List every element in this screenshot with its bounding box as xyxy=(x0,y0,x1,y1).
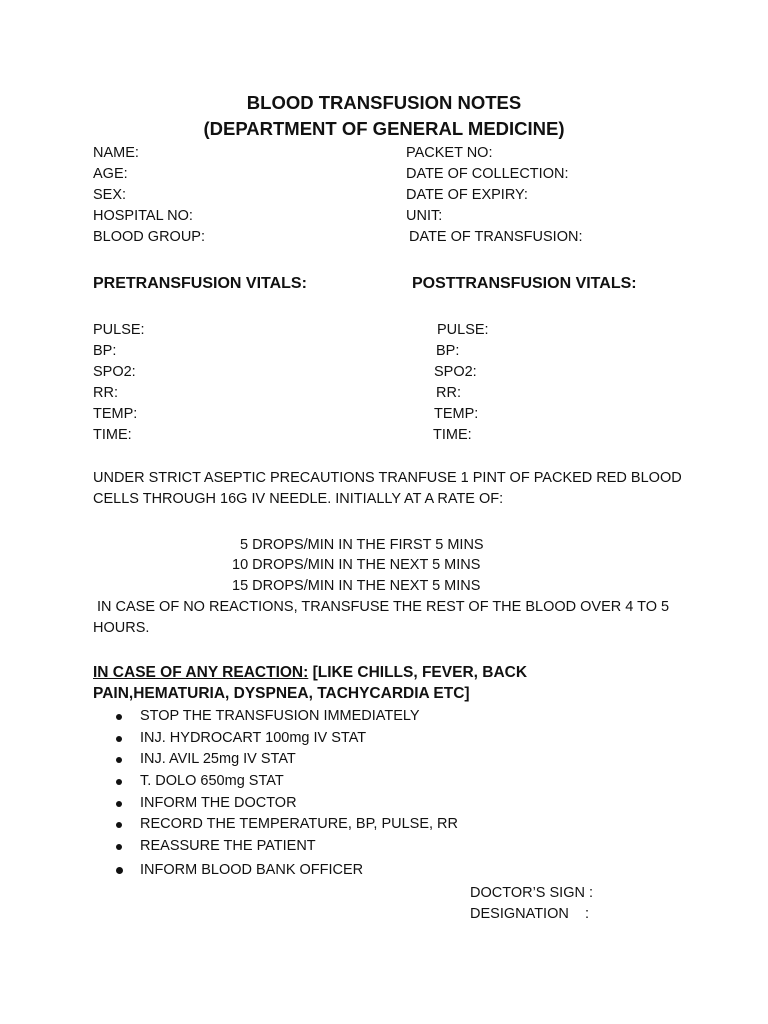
blood-group-field-label: BLOOD GROUP: xyxy=(93,229,205,245)
reaction-step-item xyxy=(93,793,458,815)
post-spo2-label: SPO2: xyxy=(434,364,477,380)
reaction-heading-detail: [LIKE CHILLS, FEVER, BACK PAIN,HEMATURIA, DYSPNEA, TACHYCARDIA ETC] xyxy=(93,664,528,702)
bullet-icon xyxy=(116,779,122,785)
post-pulse-label: PULSE: xyxy=(437,322,489,338)
pre-time-label: TIME: xyxy=(93,427,132,443)
reaction-step-text: STOP THE TRANSFUSION IMMEDIATELY xyxy=(140,708,420,724)
name-field-label: NAME: xyxy=(93,145,139,161)
pretransfusion-vitals-heading: PRETRANSFUSION VITALS: xyxy=(93,275,307,292)
reaction-step-text: INJ. AVIL 25mg IV STAT xyxy=(140,751,296,768)
reaction-steps-list xyxy=(93,706,458,882)
date-of-expiry-field-label: DATE OF EXPIRY: xyxy=(406,187,528,203)
department-subtitle: (DEPARTMENT OF GENERAL MEDICINE) xyxy=(203,118,565,139)
bullet-icon xyxy=(116,867,123,874)
reaction-step-item xyxy=(93,860,458,882)
sex-field-label: SEX: xyxy=(93,187,127,203)
posttransfusion-vitals-heading: POSTTRANSFUSION VITALS: xyxy=(412,275,637,292)
pre-spo2-label: SPO2: xyxy=(93,364,136,380)
transfusion-instruction: UNDER STRICT ASEPTIC PRECAUTIONS TRANFUSE 1 PINT OF PACKED RED BLOOD CELLS THROUGH 16G IV NEEDLE. INITIALLY AT A RATE OF: xyxy=(93,470,682,507)
reaction-step-text: INFORM BLOOD BANK OFFICER xyxy=(140,861,364,878)
bullet-icon xyxy=(116,714,122,720)
pre-rr-label: RR: xyxy=(93,385,118,401)
post-rr-label: RR: xyxy=(436,385,461,401)
reaction-heading-underlined: IN CASE OF ANY REACTION: xyxy=(93,664,309,681)
bullet-icon xyxy=(116,736,122,742)
date-of-transfusion-field-label: DATE OF TRANSFUSION: xyxy=(409,229,583,245)
reaction-step-item xyxy=(93,749,458,771)
no-reaction-note: IN CASE OF NO REACTIONS, TRANSFUSE THE REST OF THE BLOOD OVER 4 TO 5 HOURS. xyxy=(93,599,670,636)
post-bp-label: BP: xyxy=(436,343,460,359)
drip-rate-item: 10 DROPS/MIN IN THE NEXT 5 MINS xyxy=(232,557,481,573)
designation-label: DESIGNATION : xyxy=(470,906,589,922)
bullet-icon xyxy=(116,844,122,850)
doctor-sign-label: DOCTOR’S SIGN : xyxy=(470,885,593,901)
bullet-icon xyxy=(116,757,122,763)
reaction-step-item xyxy=(93,814,458,836)
drip-rate-item: 5 DROPS/MIN IN THE FIRST 5 MINS xyxy=(240,537,484,553)
reaction-step-item xyxy=(93,771,458,793)
post-temp-label: TEMP: xyxy=(434,406,479,422)
drip-rate-item: 15 DROPS/MIN IN THE NEXT 5 MINS xyxy=(232,578,481,594)
age-field-label: AGE: xyxy=(93,166,128,182)
reaction-step-text: INJ. HYDROCART 100mg IV STAT xyxy=(140,729,367,746)
reaction-step-text: INFORM THE DOCTOR xyxy=(140,794,297,811)
post-time-label: TIME: xyxy=(433,427,472,443)
reaction-step-item xyxy=(93,706,458,728)
document-title: BLOOD TRANSFUSION NOTES xyxy=(246,92,522,113)
pre-pulse-label: PULSE: xyxy=(93,322,145,338)
reaction-step-text: RECORD THE TEMPERATURE, BP, PULSE, RR xyxy=(140,816,458,833)
reaction-heading xyxy=(93,662,653,704)
bullet-icon xyxy=(116,801,122,807)
unit-field-label: UNIT: xyxy=(406,208,443,224)
bullet-icon xyxy=(116,822,122,828)
packet-no-field-label: PACKET NO: xyxy=(406,145,493,161)
pre-temp-label: TEMP: xyxy=(93,406,138,422)
reaction-step-text: REASSURE THE PATIENT xyxy=(140,838,316,855)
reaction-step-item xyxy=(93,836,458,858)
reaction-step-item xyxy=(93,728,458,750)
reaction-step-text: T. DOLO 650mg STAT xyxy=(140,773,284,790)
pre-bp-label: BP: xyxy=(93,343,117,359)
hospital-no-field-label: HOSPITAL NO: xyxy=(93,208,193,224)
date-of-collection-field-label: DATE OF COLLECTION: xyxy=(406,166,569,182)
